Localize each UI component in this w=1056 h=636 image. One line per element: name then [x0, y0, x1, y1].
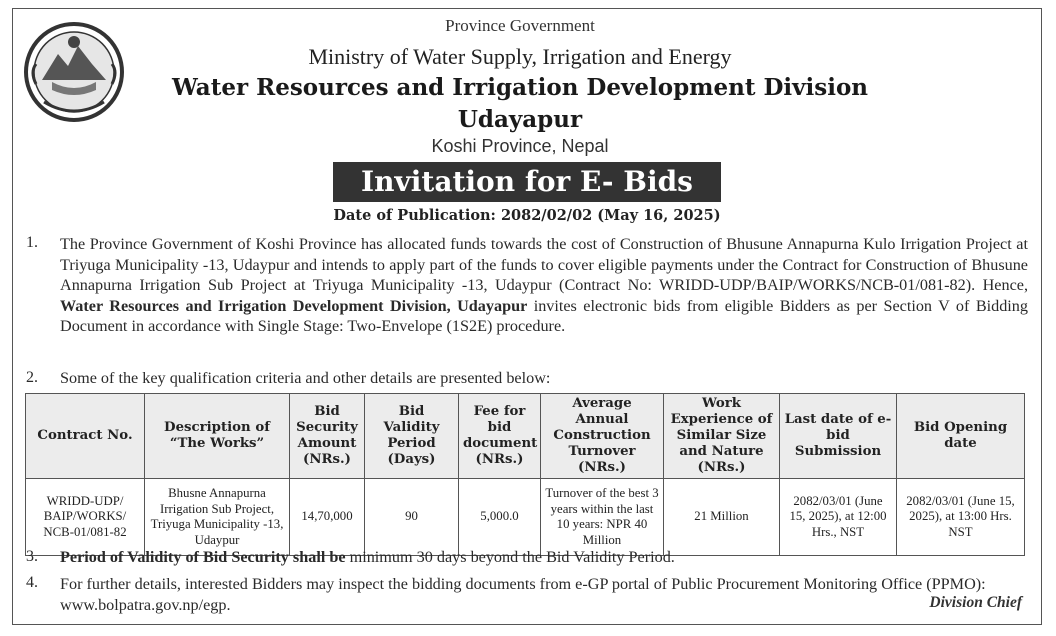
- table-cell: 5,000.0: [459, 479, 541, 556]
- division-heading: Water Resources and Irrigation Development Division: [171, 74, 869, 101]
- table-cell: 2082/03/01 (June 15, 2025), at 13:00 Hrs. NST: [897, 479, 1025, 556]
- province-country-heading: Koshi Province, Nepal: [431, 136, 609, 156]
- table-cell: Bhusne Annapurna Irrigation Sub Project, Triyuga Municipality -13, Udaypur: [145, 479, 290, 556]
- page-title: Invitation for E- Bids: [333, 162, 721, 202]
- ministry-heading: Ministry of Water Supply, Irrigation and Energy: [308, 44, 732, 69]
- signature: Division Chief: [929, 594, 1022, 611]
- column-header: Average Annual Construction Turnover (NRs.): [541, 394, 664, 479]
- column-header: Bid Validity Period (Days): [365, 394, 459, 479]
- column-header: Description of “The Works”: [145, 394, 290, 479]
- paragraph-1-text: The Province Government of Koshi Province has allocated funds towards the cost of Construction of Bhusune Annapurna Kulo Irrigation Project at Triyuga Municipality -13, Udaypur and intends to apply part of the funds to cover eligible payments under the Contract for Construction of Bhusune Annapurna Irrigation Sub Project at Triyuga Municipality -13, Udaypur (Contract No: WRIDD-UDP/BAIP/WORKS/NCB-01/081-82). Hence,: [60, 235, 1028, 295]
- paragraph-3: [60, 548, 1028, 567]
- column-header: Contract No.: [26, 394, 145, 479]
- qualification-table: [25, 393, 1025, 556]
- location-heading: Udayapur: [457, 106, 583, 133]
- column-header: Fee for bid document (NRs.): [459, 394, 541, 479]
- publication-date: Date of Publication: 2082/02/02 (May 16, 2025): [333, 207, 721, 224]
- paragraph-3-text: minimum 30 days beyond the Bid Validity Period.: [345, 548, 675, 566]
- column-header: Last date of e-bid Submission: [780, 394, 897, 479]
- paragraph-4: For further details, interested Bidders may inspect the bidding documents from e-GP portal of Public Procurement Monitoring Office (PPMO): www.bolpatra.gov.np/egp.: [60, 575, 986, 614]
- table-cell: Turnover of the best 3 years within the last 10 years: NPR 40 Million: [541, 479, 664, 556]
- table-cell: 90: [365, 479, 459, 556]
- item-number: 4.: [26, 574, 38, 591]
- table-cell: 2082/03/01 (June 15, 2025), at 12:00 Hrs., NST: [780, 479, 897, 556]
- table-cell: 14,70,000: [290, 479, 365, 556]
- table-cell: 21 Million: [664, 479, 780, 556]
- paragraph-1-bold: Water Resources and Irrigation Development Division, Udayapur: [60, 296, 528, 315]
- paragraph-3-bold: Period of Validity of Bid Security shall be: [60, 548, 346, 566]
- paragraph-1-text-end: invites electronic bids from eligible Bidders as per Section V of Bidding Document in accordance with Single Stage: Two-Envelope (1S2E) procedure.: [60, 296, 1028, 336]
- table-row: [26, 479, 1025, 556]
- column-header: Bid Opening date: [897, 394, 1025, 479]
- item-number: 3.: [26, 548, 38, 565]
- nepal-government-emblem-icon: [22, 20, 126, 124]
- table-header-row: [26, 394, 1025, 479]
- paragraph-2: Some of the key qualification criteria and other details are presented below:: [60, 369, 551, 387]
- column-header: Work Experience of Similar Size and Nature (NRs.): [664, 394, 780, 479]
- column-header: Bid Security Amount (NRs.): [290, 394, 365, 479]
- item-number: 2.: [26, 369, 38, 386]
- paragraph-1: [60, 234, 1028, 337]
- province-government-heading: Province Government: [445, 16, 595, 35]
- item-number: 1.: [26, 234, 38, 251]
- table-cell: WRIDD-UDP/ BAIP/WORKS/ NCB-01/081-82: [26, 479, 145, 556]
